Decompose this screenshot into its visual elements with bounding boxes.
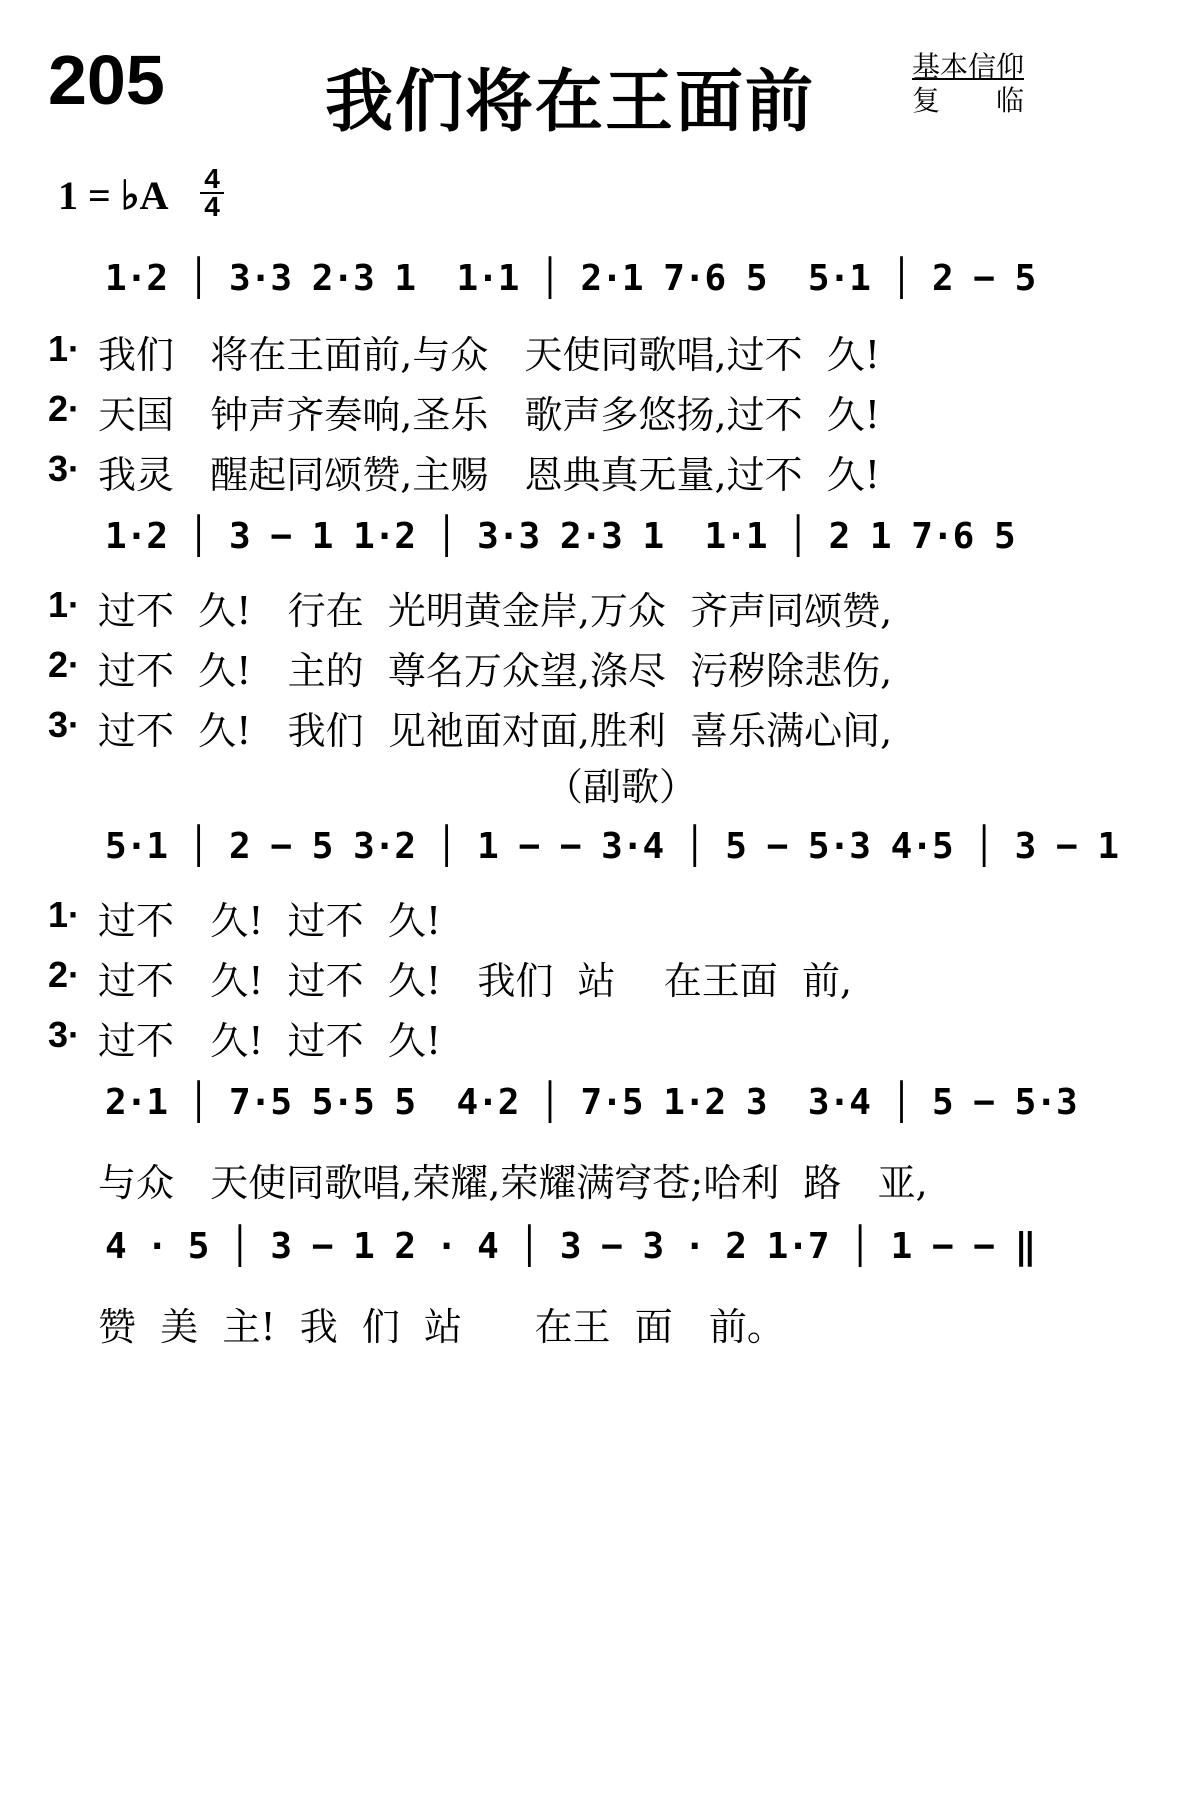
lyric-line: 过不 久! 行在 光明黄金岸,万众 齐声同颂赞, <box>98 589 893 633</box>
verse-number: 1· <box>48 894 81 935</box>
music-line-1: 1·2 │ 3·3 2·3 1 1·1 │ 2·1 7·6 5 5·1 │ 2 − 5 <box>105 258 1036 299</box>
verse-number: 3· <box>48 448 81 489</box>
music-line-4: 2·1 │ 7·5 5·5 5 4·2 │ 7·5 1·2 3 3·4 │ 5 − 5·3 <box>105 1082 1077 1123</box>
verse-number: 2· <box>48 388 81 429</box>
lyric-line: 我灵 醒起同颂赞,主赐 恩典真无量,过不 久! <box>98 453 881 497</box>
verse-number: 3· <box>48 1014 81 1055</box>
hymn-number: 205 <box>48 41 165 119</box>
lyric-line: 过不 久! 我们 见祂面对面,胜利 喜乐满心间, <box>98 709 893 753</box>
time-signature <box>200 163 224 222</box>
verse-number: 3· <box>48 704 81 745</box>
lyric-line: 过不 久! 主的 尊名万众望,涤尽 污秽除悲伤, <box>98 649 893 693</box>
music-line-5: 4 · 5 │ 3 − 1 2 · 4 │ 3 − 3 · 2 1·7 │ 1 − − ‖ <box>105 1226 1036 1267</box>
hymn-title: 我们将在王面前 <box>325 63 816 142</box>
lyric-line: 天国 钟声齐奏响,圣乐 歌声多悠扬,过不 久! <box>98 393 881 437</box>
lyric-line: 过不 久! 过不 久! <box>98 899 442 943</box>
lyric-line: 赞 美 主! 我 们 站 在王 面 前。 <box>98 1305 785 1349</box>
music-line-3: 5·1 │ 2 − 5 3·2 │ 1 − − 3·4 │ 5 − 5·3 4·5 │ 3 − 1 <box>105 826 1119 867</box>
key-signature: 1 = ♭A <box>58 173 169 218</box>
chorus-label: （副歌） <box>545 765 698 809</box>
category-line2: 复 临 <box>912 84 1025 117</box>
time-signature-top: 4 <box>204 163 220 194</box>
category-line1: 基本信仰 <box>912 50 1025 83</box>
time-signature-bottom: 4 <box>200 192 224 220</box>
verse-number: 2· <box>48 644 81 685</box>
category-label <box>912 50 1024 118</box>
lyric-line: 与众 天使同歌唱,荣耀,荣耀满穹苍;哈利 路 亚, <box>98 1161 928 1205</box>
music-line-2: 1·2 │ 3 − 1 1·2 │ 3·3 2·3 1 1·1 │ 2 1 7·6 5 <box>105 516 1015 557</box>
lyric-line: 过不 久! 过不 久! <box>98 1019 442 1063</box>
verse-number: 2· <box>48 954 81 995</box>
lyric-line: 过不 久! 过不 久! 我们 站 在王面 前, <box>98 959 853 1003</box>
lyric-line: 我们 将在王面前,与众 天使同歌唱,过不 久! <box>98 333 881 377</box>
verse-number: 1· <box>48 328 81 369</box>
verse-number: 1· <box>48 584 81 625</box>
